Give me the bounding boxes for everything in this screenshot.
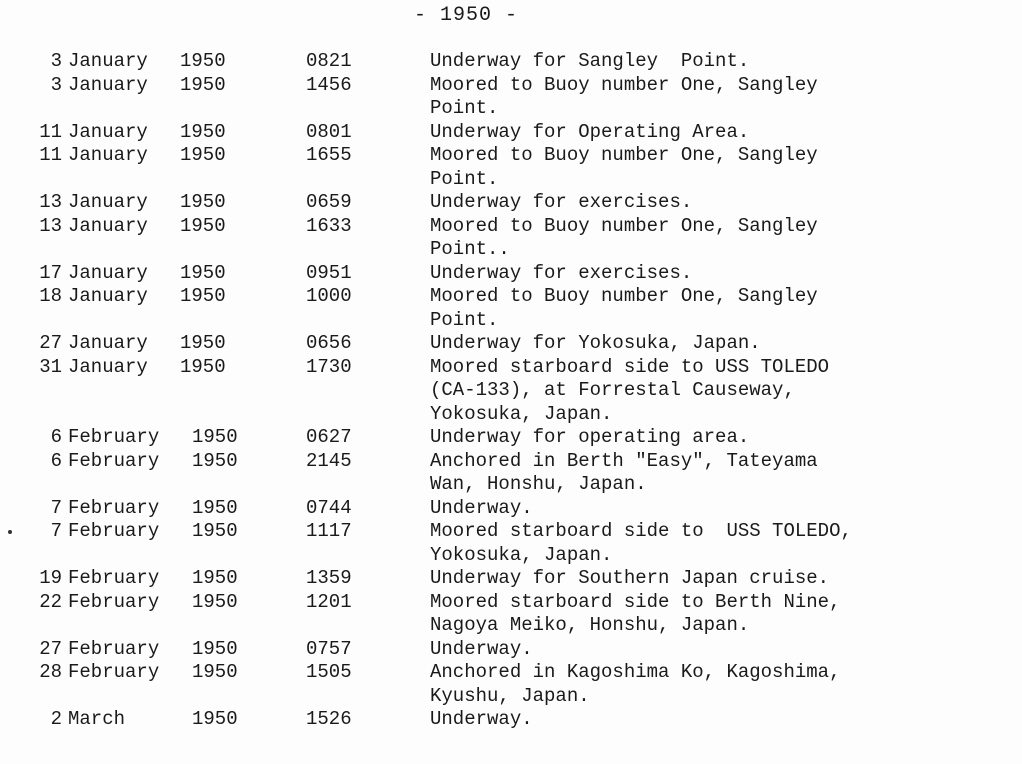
entry-day: 3: [50, 50, 62, 72]
entry-day: 17: [39, 261, 62, 284]
entry-day: 13: [39, 191, 62, 213]
entry-time: 1456: [306, 73, 352, 96]
entry-date: [0, 497, 262, 521]
entry-time: 0757: [306, 637, 352, 660]
event-line: Point.: [430, 97, 499, 119]
entry-event: [430, 497, 990, 521]
entry-month: March: [68, 708, 126, 730]
entry-time: 1633: [306, 214, 352, 237]
entry-date: [0, 332, 262, 356]
event-line: Point..: [430, 238, 510, 260]
event-line: Moored starboard side to Berth Nine,: [430, 590, 841, 613]
margin-mark: [8, 530, 12, 534]
log-entry: [0, 661, 1022, 708]
entry-event: [430, 144, 990, 191]
entry-month: January: [68, 73, 148, 96]
entry-day: 31: [39, 355, 62, 378]
entry-date: [0, 708, 262, 732]
entry-event: [430, 638, 990, 662]
entry-month: January: [68, 285, 148, 307]
entry-month: February: [68, 520, 160, 542]
entry-event: [430, 50, 990, 74]
event-line: Underway for exercises.: [430, 261, 693, 284]
entry-month: January: [68, 120, 148, 143]
entry-year: 1950: [180, 355, 226, 378]
entry-time: 0627: [306, 426, 352, 448]
entry-day: 7: [50, 520, 62, 542]
entry-date: [0, 144, 262, 191]
log-entry: [0, 426, 1022, 450]
entry-year: 1950: [180, 73, 226, 96]
entry-date: [0, 215, 262, 262]
entry-time: 1000: [306, 285, 352, 307]
entry-day: 6: [50, 449, 62, 472]
entry-event: [430, 356, 990, 427]
entry-month: January: [68, 144, 148, 166]
log-entry: [0, 144, 1022, 191]
entry-date: [0, 356, 262, 427]
event-line: Underway.: [430, 637, 533, 660]
event-line: Wan, Honshu, Japan.: [430, 473, 647, 495]
entry-date: [0, 285, 262, 332]
entry-month: February: [68, 426, 160, 448]
entry-year: 1950: [192, 637, 238, 660]
entry-day: 7: [50, 496, 62, 519]
entry-year: 1950: [192, 520, 238, 542]
log-entry: [0, 591, 1022, 638]
entry-time: 0656: [306, 332, 352, 354]
entry-date: [0, 74, 262, 121]
event-line: Moored to Buoy number One, Sangley: [430, 214, 818, 237]
entry-year: 1950: [180, 332, 226, 354]
entry-time: 0744: [306, 496, 352, 519]
entry-time: 1359: [306, 567, 352, 589]
entry-day: 28: [39, 661, 62, 683]
entry-day: 6: [50, 426, 62, 448]
entry-day: 18: [39, 285, 62, 307]
entry-time: 2145: [306, 449, 352, 472]
log-entry: [0, 121, 1022, 145]
event-line: Yokosuka, Japan.: [430, 402, 613, 425]
event-line: Underway for Operating Area.: [430, 120, 750, 143]
log-entry: [0, 497, 1022, 521]
event-line: Point.: [430, 308, 499, 331]
log-entry: [0, 638, 1022, 662]
entry-month: January: [68, 355, 148, 378]
entry-day: 3: [50, 73, 62, 96]
entry-time: 0951: [306, 261, 352, 284]
entry-date: [0, 567, 262, 591]
entry-event: [430, 332, 990, 356]
entry-date: [0, 426, 262, 450]
log-entry: [0, 567, 1022, 591]
log-entry: [0, 74, 1022, 121]
event-line: Point.: [430, 167, 499, 190]
event-line: Kyushu, Japan.: [430, 684, 590, 707]
page-header-year: - 1950 -: [414, 4, 519, 27]
entry-month: February: [68, 661, 160, 683]
log-entry: [0, 50, 1022, 74]
entry-month: February: [68, 567, 160, 589]
event-line: Underway.: [430, 496, 533, 519]
event-line: Underway for Yokosuka, Japan.: [430, 332, 761, 354]
entry-year: 1950: [192, 708, 238, 730]
entry-year: 1950: [180, 214, 226, 237]
entry-year: 1950: [192, 590, 238, 613]
entry-event: [430, 285, 990, 332]
entry-event: [430, 591, 990, 638]
entry-time: 1201: [306, 590, 352, 613]
entry-date: [0, 191, 262, 215]
entry-date: [0, 520, 262, 567]
entry-time: 1730: [306, 355, 352, 378]
log-entry: [0, 262, 1022, 286]
entry-date: [0, 661, 262, 708]
entry-time: 0821: [306, 50, 352, 72]
entry-event: [430, 426, 990, 450]
entry-event: [430, 121, 990, 145]
entry-year: 1950: [180, 120, 226, 143]
event-line: Moored to Buoy number One, Sangley: [430, 73, 818, 96]
entry-day: 11: [39, 120, 62, 143]
entry-date: [0, 638, 262, 662]
log-entry: [0, 520, 1022, 567]
event-line: Underway for operating area.: [430, 426, 750, 448]
event-line: Moored to Buoy number One, Sangley: [430, 144, 818, 166]
entry-month: January: [68, 261, 148, 284]
entry-event: [430, 262, 990, 286]
log-entry: [0, 332, 1022, 356]
entry-day: 22: [39, 590, 62, 613]
entry-year: 1950: [180, 285, 226, 307]
log-entry: [0, 708, 1022, 732]
entry-month: January: [68, 214, 148, 237]
entry-month: February: [68, 496, 160, 519]
entry-year: 1950: [180, 261, 226, 284]
event-line: Anchored in Berth "Easy", Tateyama: [430, 449, 818, 472]
entry-month: January: [68, 50, 148, 72]
entry-day: 2: [50, 708, 62, 730]
entry-year: 1950: [192, 496, 238, 519]
entry-month: February: [68, 637, 160, 660]
event-line: Underway.: [430, 708, 533, 730]
entry-event: [430, 74, 990, 121]
entry-event: [430, 520, 990, 567]
entry-year: 1950: [180, 191, 226, 213]
entry-date: [0, 450, 262, 497]
entry-year: 1950: [180, 50, 226, 72]
entry-time: 1505: [306, 661, 352, 683]
entry-event: [430, 215, 990, 262]
entry-day: 27: [39, 332, 62, 354]
event-line: Moored starboard side to USS TOLEDO: [430, 355, 830, 378]
event-line: (CA-133), at Forrestal Causeway,: [430, 379, 795, 401]
event-line: Underway for Southern Japan cruise.: [430, 567, 830, 589]
entry-year: 1950: [192, 567, 238, 589]
log-entry: [0, 356, 1022, 427]
entry-date: [0, 121, 262, 145]
entry-day: 19: [39, 567, 62, 589]
entry-month: January: [68, 191, 148, 213]
log-entry: [0, 450, 1022, 497]
entry-event: [430, 450, 990, 497]
event-line: Nagoya Meiko, Honshu, Japan.: [430, 614, 750, 636]
entry-time: 0801: [306, 120, 352, 143]
entry-event: [430, 191, 990, 215]
entry-event: [430, 661, 990, 708]
entry-time: 1526: [306, 708, 352, 730]
entry-time: 1117: [306, 520, 352, 542]
event-line: Anchored in Kagoshima Ko, Kagoshima,: [430, 661, 841, 683]
entry-date: [0, 262, 262, 286]
event-line: Moored to Buoy number One, Sangley: [430, 285, 818, 307]
entry-date: [0, 50, 262, 74]
event-line: Underway for exercises.: [430, 191, 693, 213]
log-entry: [0, 215, 1022, 262]
entry-day: 27: [39, 637, 62, 660]
event-line: Underway for Sangley Point.: [430, 50, 750, 72]
event-line: Moored starboard side to USS TOLEDO,: [430, 520, 852, 542]
entry-time: 0659: [306, 191, 352, 213]
entry-year: 1950: [180, 144, 226, 166]
log-entry: [0, 191, 1022, 215]
log-entry: [0, 285, 1022, 332]
entry-year: 1950: [192, 426, 238, 448]
event-line: Yokosuka, Japan.: [430, 543, 613, 566]
entry-event: [430, 567, 990, 591]
entry-month: February: [68, 449, 160, 472]
entry-time: 1655: [306, 144, 352, 166]
log-entries: [0, 50, 1022, 732]
entry-event: [430, 708, 990, 732]
entry-month: February: [68, 590, 160, 613]
entry-year: 1950: [192, 661, 238, 683]
entry-day: 13: [39, 214, 62, 237]
entry-year: 1950: [192, 449, 238, 472]
entry-month: January: [68, 332, 148, 354]
entry-date: [0, 591, 262, 638]
entry-day: 11: [39, 144, 62, 166]
